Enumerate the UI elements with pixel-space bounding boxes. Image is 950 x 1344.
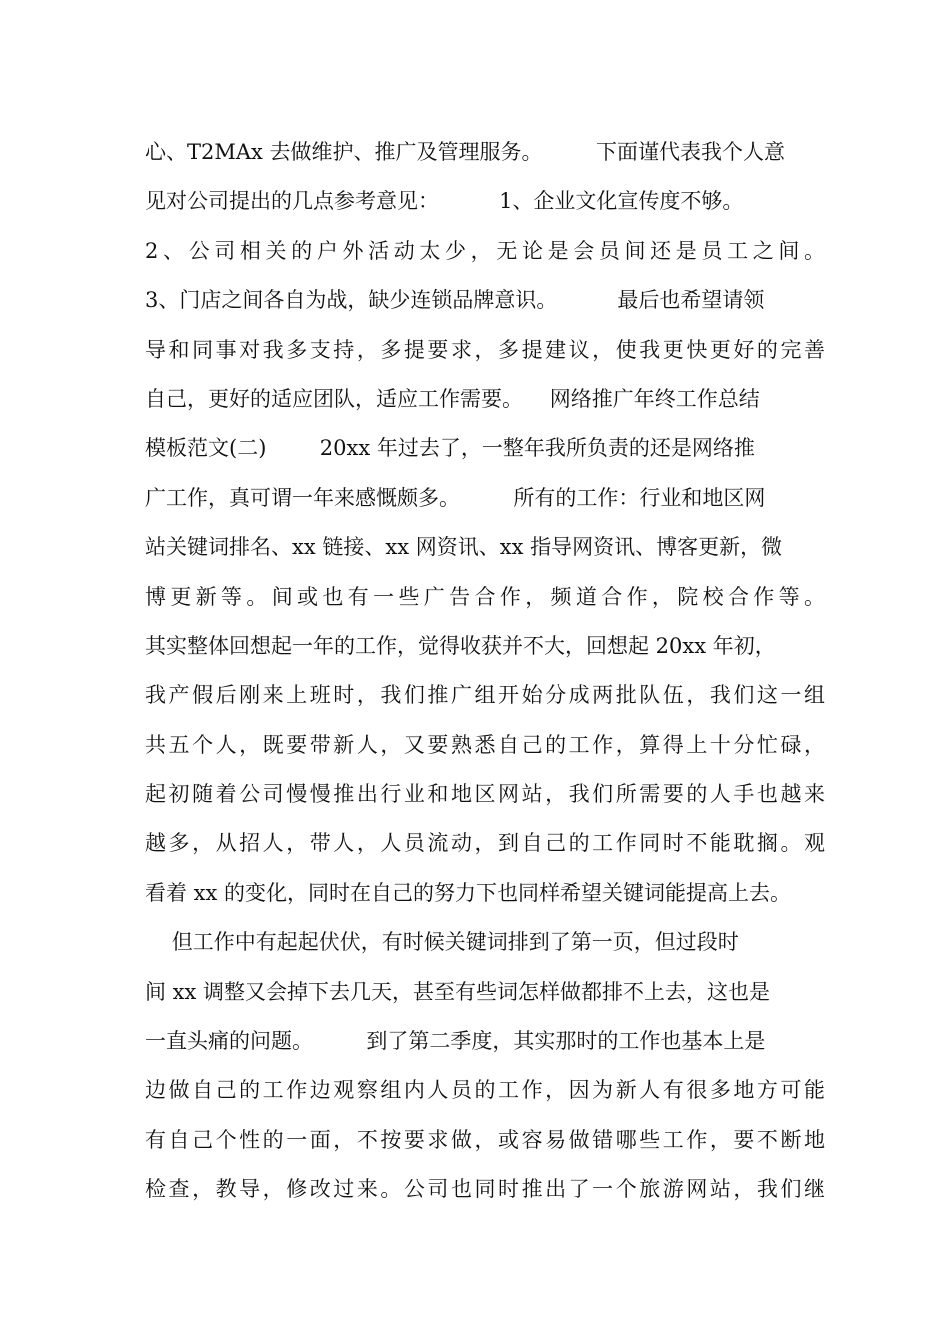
text-line: 检查，教导，修改过来。公司也同时推出了一个旅游网站，我们继	[145, 1177, 825, 1202]
text-line: 站关键词排名、xx 链接、xx 网资讯、xx 指导网资讯、博客更新，微	[145, 535, 783, 560]
text-line: 3、门店之间各自为战，缺少连锁品牌意识。 最后也希望请领	[145, 288, 765, 313]
text-line: 边做自己的工作边观察组内人员的工作，因为新人有很多地方可能	[145, 1078, 825, 1103]
text-line: 见对公司提出的几点参考意见： 1、企业文化宣传度不够。	[145, 189, 744, 214]
text-line: 模板范文(二) 20xx 年过去了，一整年我所负责的还是网络推	[145, 436, 755, 461]
text-line: 看着 xx 的变化，同时在自己的努力下也同样希望关键词能提高上去。	[145, 880, 792, 905]
text-line: 有自己个性的一面，不按要求做，或容易做错哪些工作，要不断地	[145, 1127, 825, 1152]
text-line: 起初随着公司慢慢推出行业和地区网站，我们所需要的人手也越来	[145, 782, 825, 807]
text-line: 但工作中有起起伏伏，有时候关键词排到了第一页，但过段时	[145, 930, 739, 955]
body-text	[145, 128, 825, 1215]
text-line: 共五个人，既要带新人，又要熟悉自己的工作，算得上十分忙碌，	[145, 732, 825, 757]
text-line: 广工作，真可谓一年来感慨颇多。 所有的工作：行业和地区网	[145, 485, 766, 510]
text-line: 越多，从招人，带人，人员流动，到自己的工作同时不能耽搁。观	[145, 831, 825, 856]
text-line: 博更新等。间或也有一些广告合作，频道合作，院校合作等。	[145, 584, 825, 609]
text-line: 心、T2MAx 去做维护、推广及管理服务。 下面谨代表我个人意	[145, 140, 785, 164]
text-line: 自己，更好的适应团队，适应工作需要。 网络推广年终工作总结	[145, 386, 760, 411]
text-line: 其实整体回想起一年的工作，觉得收获并不大，回想起 20xx 年初，	[145, 633, 776, 658]
text-line: 一直头痛的问题。 到了第二季度，其实那时的工作也基本上是	[145, 1029, 766, 1054]
text-line: 导和同事对我多支持，多提要求，多提建议，使我更快更好的完善	[145, 337, 825, 362]
text-line: 2、公司相关的户外活动太少，无论是会员间还是员工之间。	[145, 238, 825, 263]
text-line: 我产假后刚来上班时，我们推广组开始分成两批队伍，我们这一组	[145, 683, 825, 708]
text-line: 间 xx 调整又会掉下去几天，甚至有些词怎样做都排不上去，这也是	[145, 979, 771, 1004]
